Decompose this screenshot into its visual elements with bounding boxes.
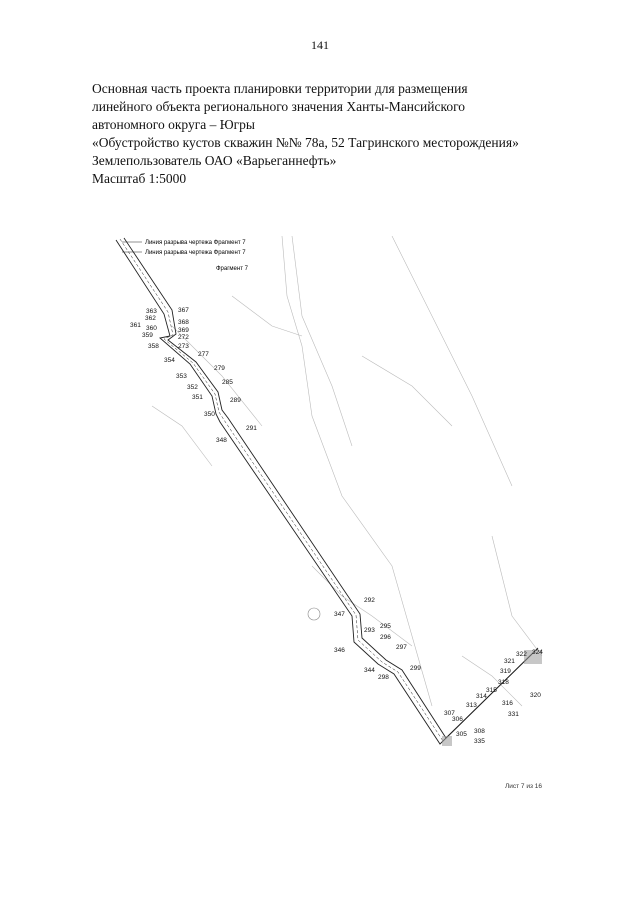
point-label: 313 xyxy=(466,702,477,709)
circle-marker xyxy=(308,608,320,620)
point-label: 362 xyxy=(145,315,156,322)
point-label: 293 xyxy=(364,627,375,634)
point-label: 298 xyxy=(378,674,389,681)
point-label: 297 xyxy=(396,644,407,651)
point-label: 335 xyxy=(474,738,485,745)
point-label: 279 xyxy=(214,365,225,372)
point-label: 315 xyxy=(486,687,497,694)
point-label: 296 xyxy=(380,634,391,641)
point-label: 318 xyxy=(498,679,509,686)
point-label: 360 xyxy=(146,325,157,332)
point-label: 299 xyxy=(410,665,421,672)
point-label: 344 xyxy=(364,667,375,674)
point-label: 347 xyxy=(334,611,345,618)
point-label: 321 xyxy=(504,658,515,665)
point-label: 307 xyxy=(444,710,455,717)
page-number: 141 xyxy=(311,38,329,52)
point-label: 292 xyxy=(364,597,375,604)
scale-line: Масштаб 1:5000 xyxy=(92,171,187,186)
point-label: 367 xyxy=(178,307,189,314)
point-label: 320 xyxy=(530,692,541,699)
point-label: 331 xyxy=(508,711,519,718)
point-label: 306 xyxy=(452,716,463,723)
fragment-label: Фрагмент 7 xyxy=(216,266,248,272)
point-label: 308 xyxy=(474,728,485,735)
point-label: 291 xyxy=(246,425,257,432)
title-line: Основная часть проекта планировки территории для размещения xyxy=(92,81,468,96)
point-label: 285 xyxy=(222,379,233,386)
map-drawing xyxy=(112,236,562,766)
title-line: «Обустройство кустов скважин №№ 78а, 52 Тагринского месторождения» xyxy=(92,135,519,150)
point-label: 316 xyxy=(502,700,513,707)
point-label: 305 xyxy=(456,731,467,738)
title-line: автономного округа – Югры xyxy=(92,117,255,132)
point-label: 322 xyxy=(516,651,527,658)
point-label: 350 xyxy=(204,411,215,418)
point-label: 324 xyxy=(532,649,543,656)
planning-map xyxy=(112,236,562,766)
sheet-info: Лист 7 из 16 xyxy=(505,783,542,790)
legend-line: Линия разрыва чертежа Фрагмент 7 xyxy=(145,240,246,246)
point-label: 289 xyxy=(230,397,241,404)
point-label: 352 xyxy=(187,384,198,391)
document-title xyxy=(92,80,612,188)
point-label: 348 xyxy=(216,437,227,444)
point-label: 369 xyxy=(178,327,189,334)
point-label: 314 xyxy=(476,693,487,700)
point-labels xyxy=(130,307,543,745)
terrain-lines xyxy=(152,236,542,706)
land-user-line: Землепользователь ОАО «Варьеганнефть» xyxy=(92,153,337,168)
point-label: 363 xyxy=(146,308,157,315)
point-label: 319 xyxy=(500,668,511,675)
point-label: 273 xyxy=(178,343,189,350)
point-label: 272 xyxy=(178,334,189,341)
point-label: 295 xyxy=(380,623,391,630)
point-label: 351 xyxy=(192,394,203,401)
point-label: 368 xyxy=(178,319,189,326)
legend-line: Линия разрыва чертежа Фрагмент 7 xyxy=(145,250,246,256)
point-label: 354 xyxy=(164,357,175,364)
point-label: 359 xyxy=(142,332,153,339)
point-label: 277 xyxy=(198,351,209,358)
point-label: 346 xyxy=(334,647,345,654)
point-label: 358 xyxy=(148,343,159,350)
point-label: 353 xyxy=(176,373,187,380)
title-line: линейного объекта регионального значения Ханты-Мансийского xyxy=(92,99,466,114)
point-label: 361 xyxy=(130,322,141,329)
